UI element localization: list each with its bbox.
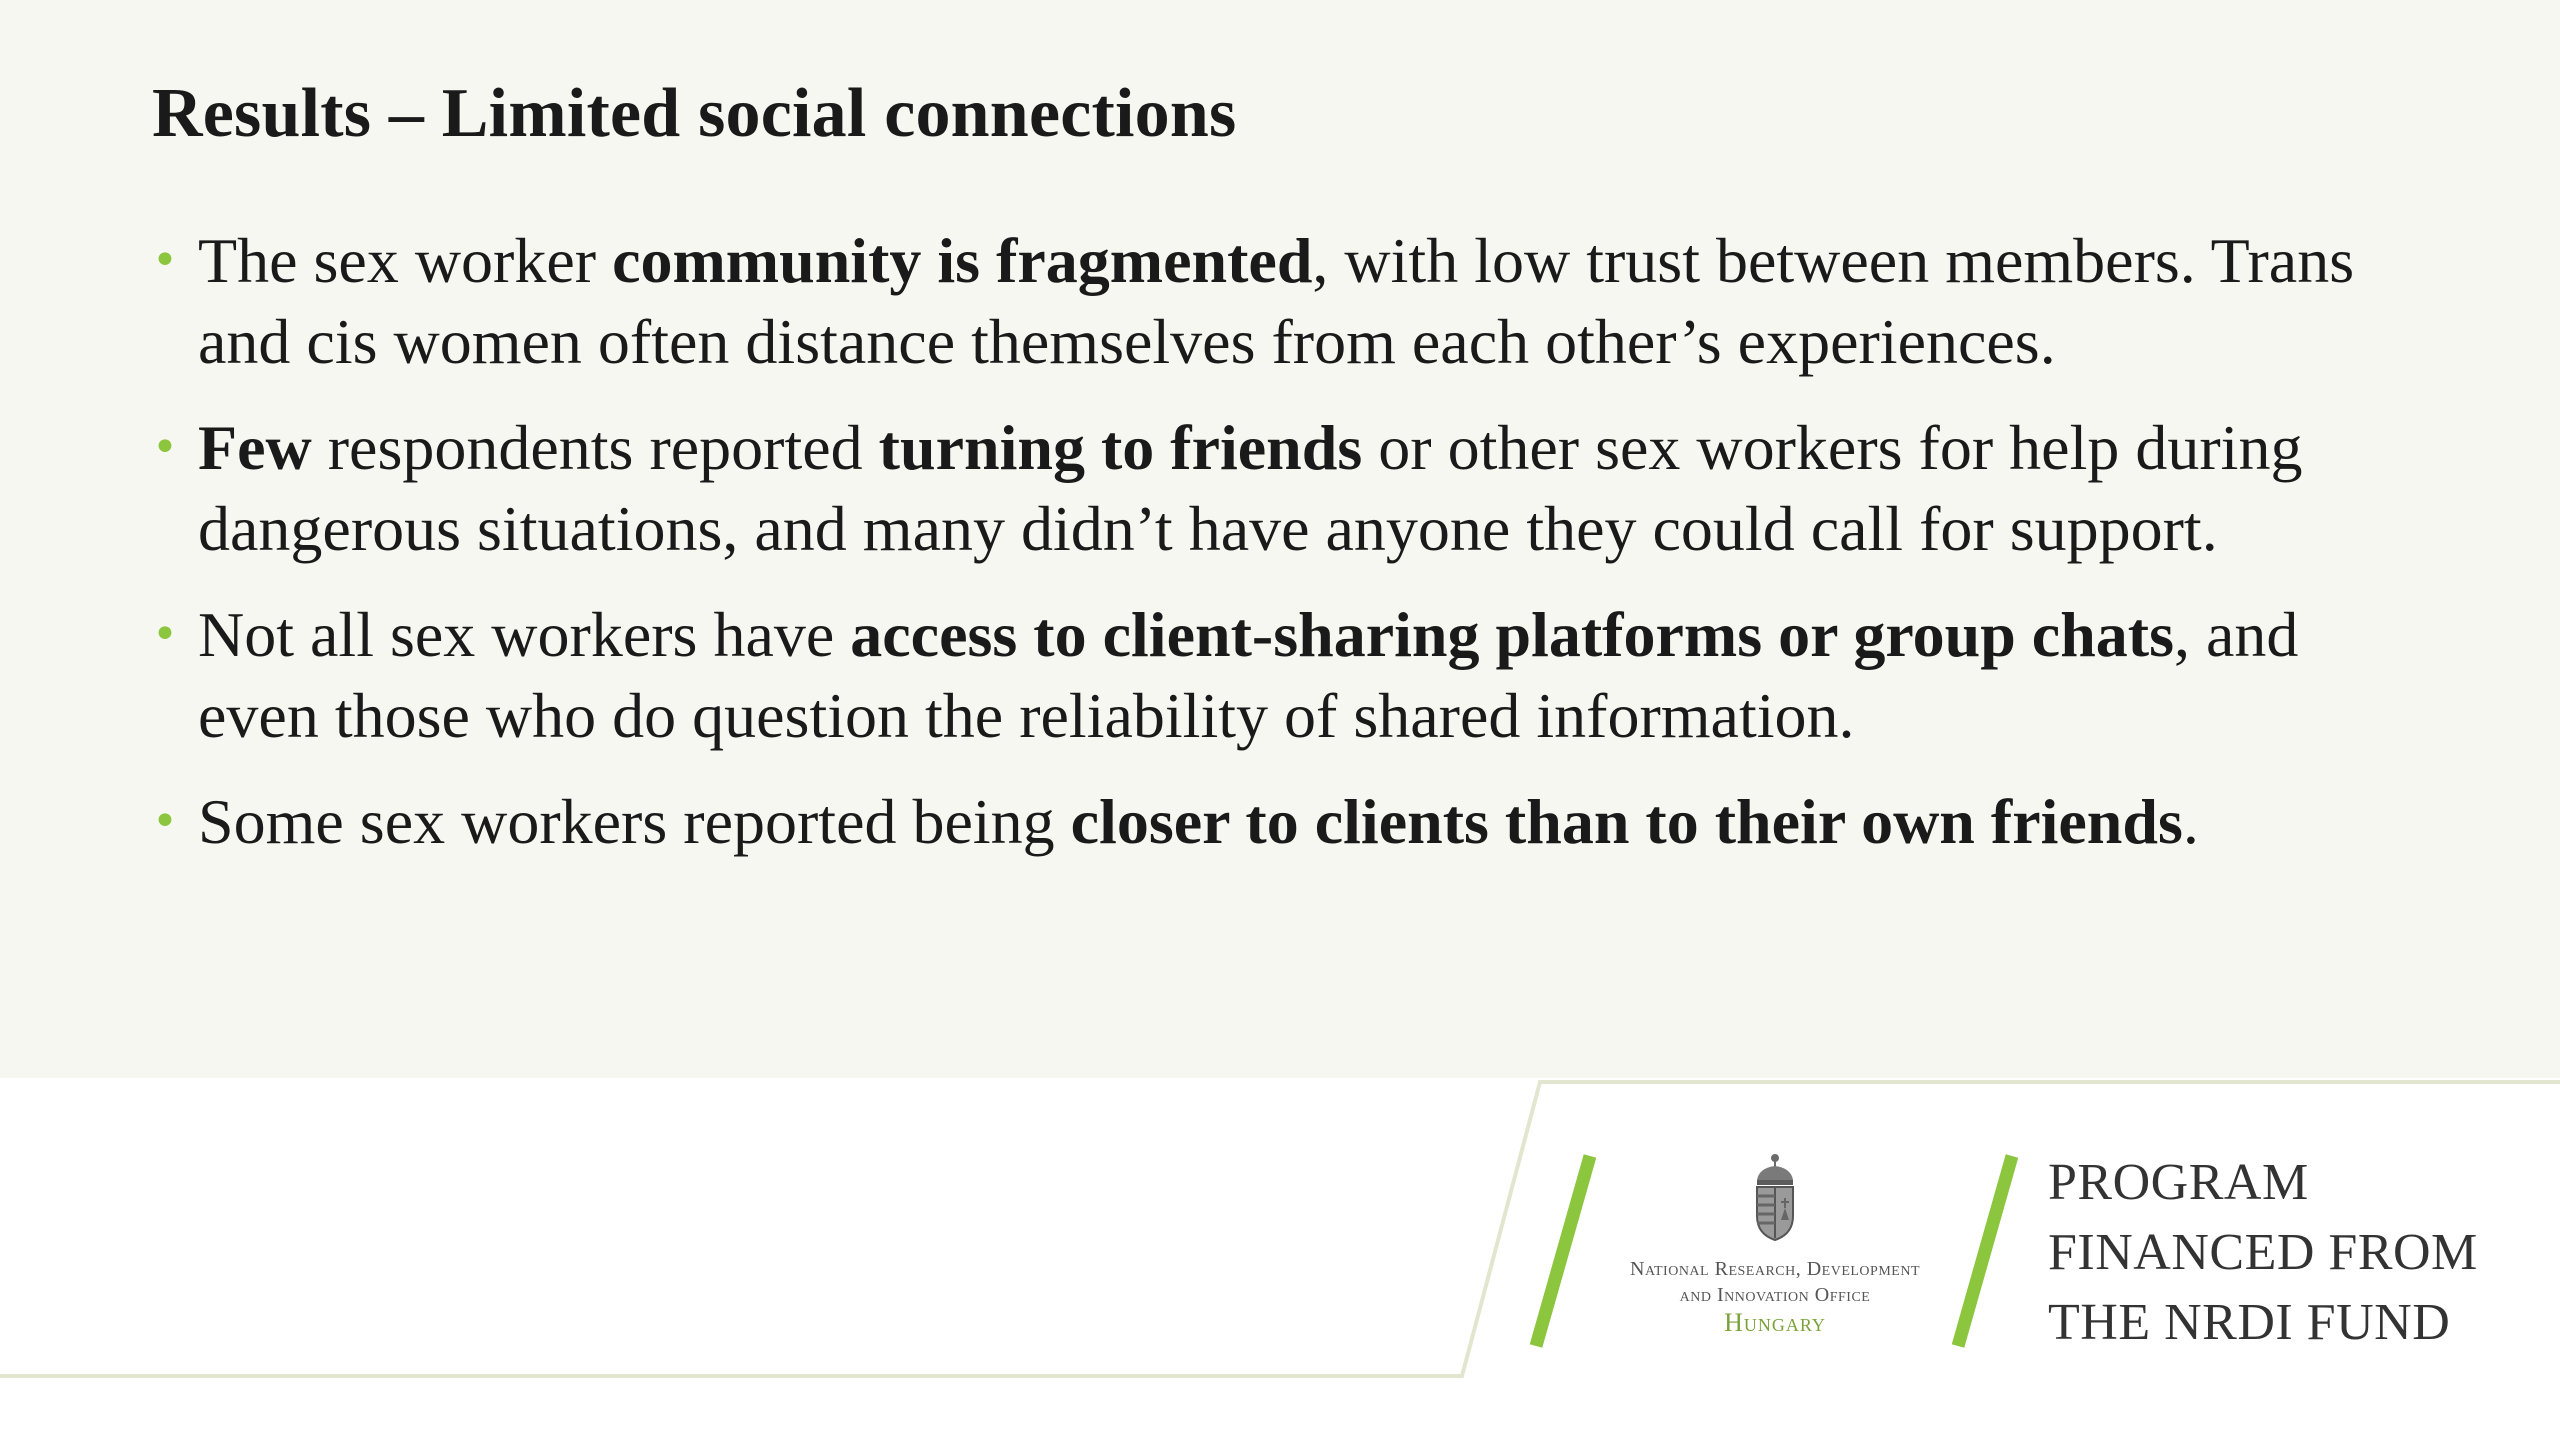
- bullet-text: Some sex workers reported being: [198, 786, 1071, 857]
- nrdi-country: Hungary: [1724, 1308, 1826, 1337]
- bullet-marker-icon: •: [152, 235, 178, 286]
- bullet-item: [152, 594, 2432, 756]
- bullet-marker-icon: •: [152, 609, 178, 660]
- bullet-item: [152, 781, 2432, 862]
- nrdi-logo: [1585, 1150, 1965, 1350]
- program-line-3: THE NRDI FUND: [2048, 1294, 2451, 1351]
- program-line-2: FINANCED FROM: [2048, 1224, 2478, 1281]
- bullet-emphasis: turning to friends: [878, 412, 1363, 483]
- bullet-text: , with low trust between members. Trans and cis women often distance themselves from each other’s experiences.: [198, 225, 2355, 377]
- nrdi-name-line-1: National Research, Development: [1630, 1258, 1920, 1280]
- program-financed-text: [2048, 1148, 2528, 1358]
- slide-title: Results – Limited social connections: [152, 75, 1237, 152]
- bullet-text: , and even those who do question the reliability of shared information.: [198, 599, 2299, 751]
- hungarian-coat-of-arms-icon: [1745, 1150, 1805, 1242]
- nrdi-name-line-2: and Innovation Office: [1679, 1284, 1871, 1306]
- bullet-item: [152, 220, 2432, 382]
- bullet-marker-icon: •: [152, 796, 178, 847]
- program-line-1: PROGRAM: [2048, 1154, 2309, 1211]
- bullet-emphasis: community is fragmented: [612, 225, 1313, 296]
- bullet-text: respondents reported: [311, 412, 879, 483]
- bullet-emphasis: access to client-sharing platforms or group chats: [850, 599, 2174, 670]
- bullet-text: .: [2182, 786, 2199, 857]
- bullet-emphasis: Few: [198, 412, 312, 483]
- bullet-emphasis: closer to clients than to their own friends: [1070, 786, 2183, 857]
- bullet-marker-icon: •: [152, 422, 178, 473]
- bullet-list: [152, 220, 2432, 887]
- bullet-item: [152, 407, 2432, 569]
- bullet-text: Not all sex workers have: [198, 599, 851, 670]
- bullet-text: The sex worker: [198, 225, 613, 296]
- bullet-text: or other sex workers for help during dangerous situations, and many didn’t have anyone they could call for support.: [198, 412, 2303, 564]
